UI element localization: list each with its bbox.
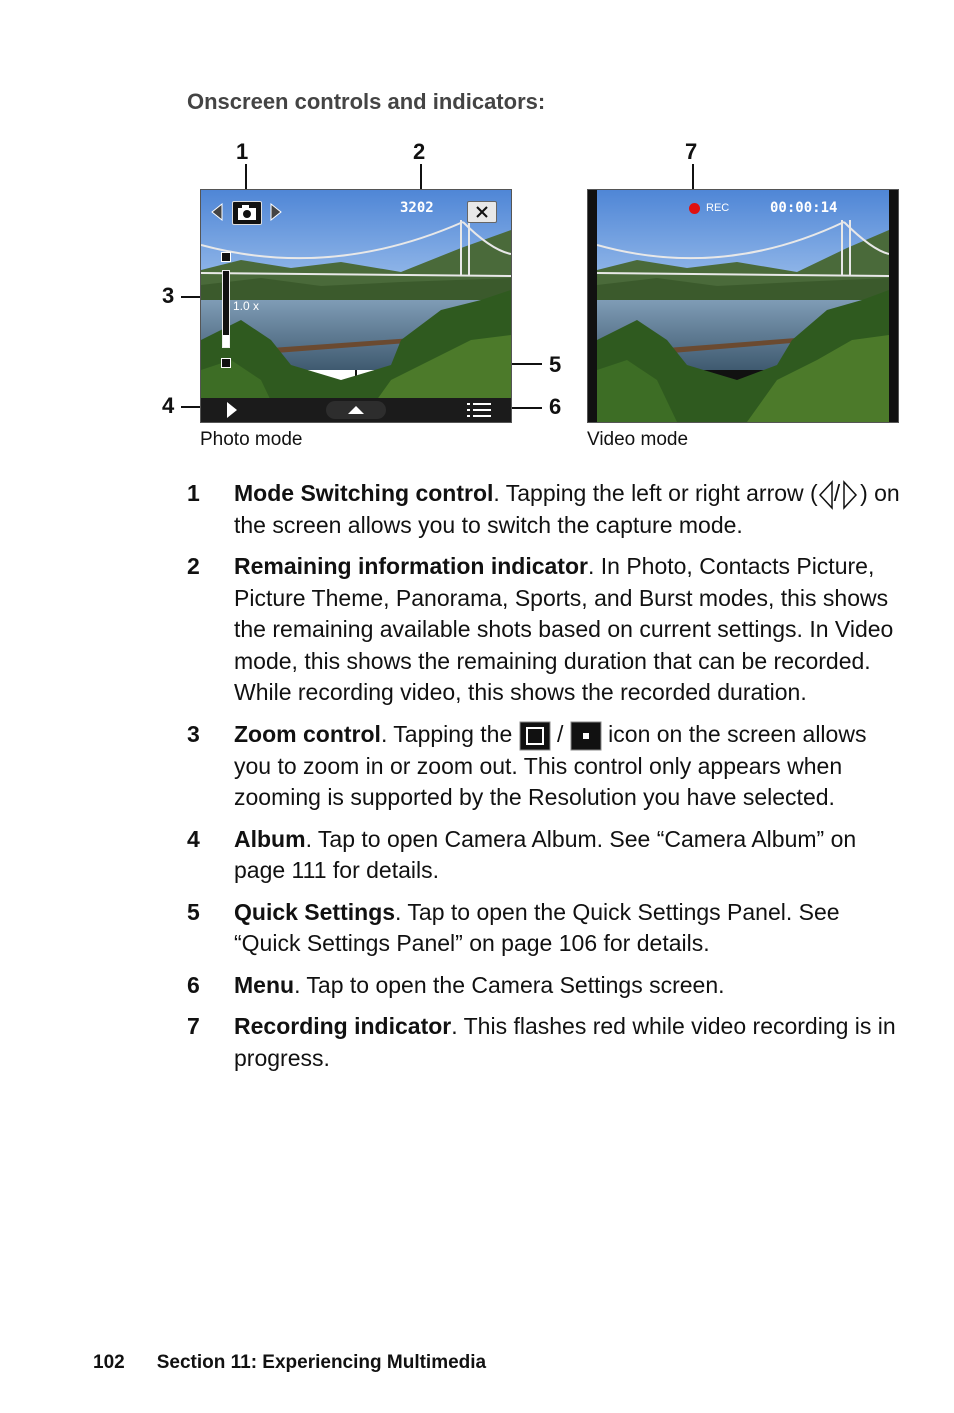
up-arrow-icon [326, 401, 386, 419]
zoom-slider-fill [223, 335, 229, 347]
recording-timer: 00:00:14 [770, 200, 838, 216]
item-number: 6 [187, 971, 200, 998]
close-button[interactable] [467, 201, 497, 223]
section-title: Section 11: Experiencing Multimedia [156, 1352, 487, 1373]
callout-5: 5 [549, 352, 562, 377]
item-term: Mode Switching control [234, 480, 494, 506]
item-text: . Tap to open the Camera Settings screen. [294, 971, 725, 998]
bridge-landscape-image [597, 190, 889, 422]
recording-label: REC [706, 202, 730, 214]
left-arrow-icon [818, 480, 834, 510]
item-term: Quick Settings [234, 898, 396, 925]
close-icon [468, 202, 496, 222]
zoom-out-icon [570, 721, 602, 751]
list-item [187, 824, 907, 887]
item-text: icon on the screen allows you to zoom in or zoom out. This control only appears when zooming is supported by the Resolution you have selected. [234, 720, 867, 811]
menu-list-icon[interactable] [467, 402, 493, 418]
controls-description-list [187, 478, 907, 1084]
callout-3: 3 [162, 283, 175, 308]
list-item [187, 551, 907, 709]
zoom-in-button[interactable] [221, 252, 231, 262]
photo-mode-caption: Photo mode [200, 429, 303, 450]
item-text: . In Photo, Contacts Picture, Picture Theme, Panorama, Sports, and Burst modes, this shows the remaining available shots based on current settings. In Video mode, this shows the remaining duration that can be recorded. While recording video, this shows the recorded duration. [234, 553, 894, 706]
item-term: Zoom control [234, 720, 381, 747]
item-number: 3 [187, 720, 200, 747]
item-number: 1 [187, 480, 200, 506]
zoom-out-button[interactable] [221, 358, 231, 368]
item-number: 4 [187, 825, 200, 852]
recording-indicator-dot [689, 203, 700, 214]
callout-4: 4 [162, 393, 175, 418]
zoom-level-label: 1.0 x [233, 299, 260, 313]
page-number: 102 [93, 1352, 125, 1373]
callout-2: 2 [413, 139, 426, 164]
item-term: Recording indicator [234, 1013, 452, 1040]
video-mode-caption: Video mode [587, 429, 689, 450]
item-term: Remaining information indicator [234, 553, 588, 580]
section-heading: Onscreen controls and indicators: [187, 89, 546, 114]
item-number: 7 [187, 1013, 200, 1040]
list-item [187, 719, 907, 814]
item-text: ) on the screen allows you to switch the capture mode. [234, 480, 900, 538]
item-separator: / [833, 480, 841, 506]
item-number: 2 [187, 553, 200, 580]
album-play-icon[interactable] [226, 401, 238, 419]
right-arrow-icon [840, 480, 860, 510]
mode-right-arrow-icon[interactable] [270, 203, 282, 221]
item-number: 5 [187, 898, 200, 925]
photo-mode-screen [200, 189, 512, 423]
quick-settings-button[interactable] [326, 401, 386, 419]
zoom-in-icon [519, 721, 551, 751]
zoom-slider[interactable] [222, 270, 230, 348]
item-term: Album [234, 825, 306, 852]
bottom-toolbar [201, 398, 511, 422]
item-text: . Tapping the [380, 720, 519, 747]
page-footer [93, 1352, 486, 1374]
item-term: Menu [234, 971, 295, 998]
callout-1: 1 [236, 139, 249, 164]
list-item [187, 1011, 907, 1074]
item-text: . This flashes red while video recording is in progress. [234, 1013, 896, 1071]
list-item [187, 897, 907, 960]
remaining-shots-indicator: 3202 [400, 200, 434, 216]
list-item [187, 478, 907, 541]
mode-left-arrow-icon[interactable] [211, 203, 223, 221]
item-text: . Tap to open Camera Album. See “Camera Album” on page 111 for details. [234, 825, 857, 884]
item-separator: / [550, 720, 570, 747]
item-text: . Tapping the left or right arrow ( [493, 480, 818, 506]
list-item [187, 970, 907, 1002]
callout-6: 6 [549, 394, 562, 419]
item-text: . Tap to open the Quick Settings Panel. See “Quick Settings Panel” on page 106 for details. [234, 898, 840, 957]
video-mode-screen [587, 189, 899, 423]
callout-7: 7 [685, 139, 698, 164]
camera-mode-icon[interactable] [232, 201, 262, 225]
